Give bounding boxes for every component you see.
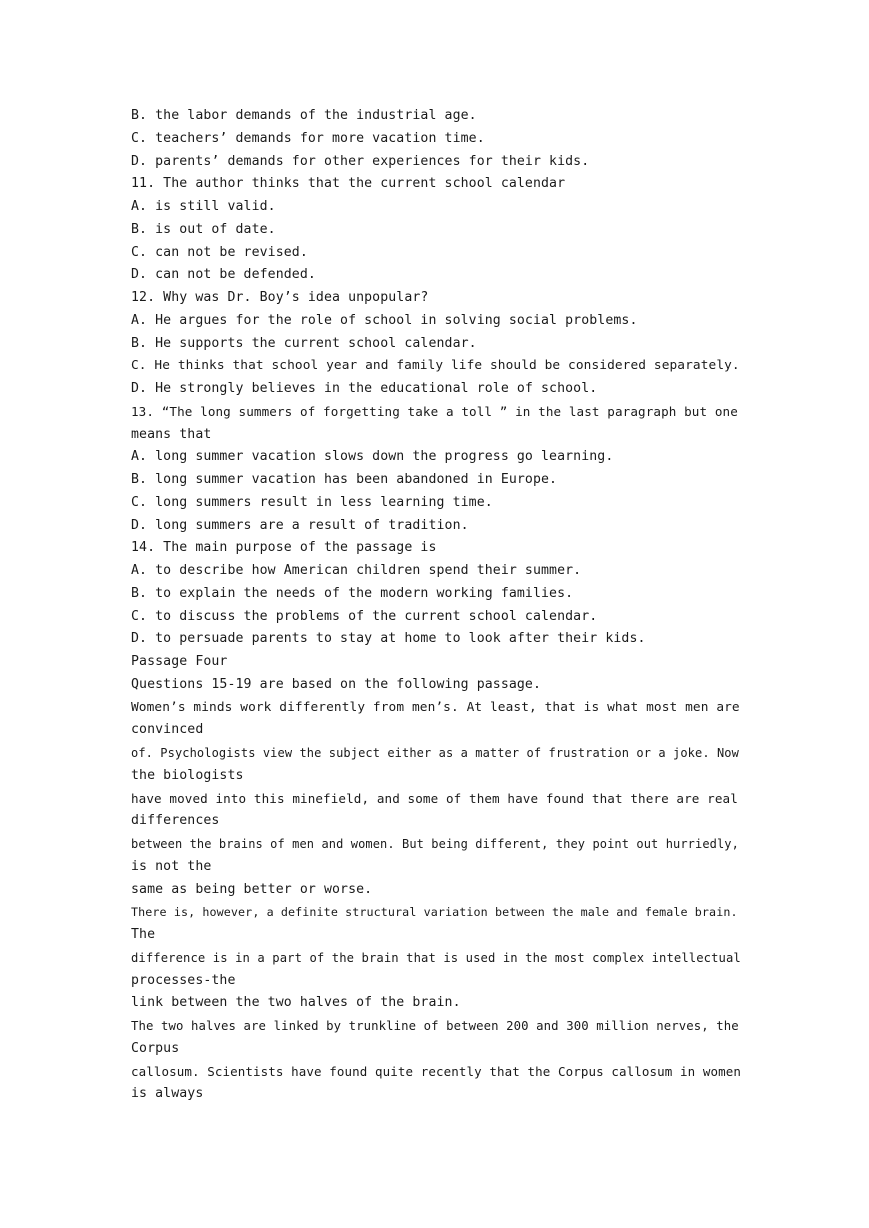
q14-option-a: A. to describe how American children spend their summer. xyxy=(131,563,582,578)
question-13: 13. “The long summers of forgetting take a toll ” in the last paragraph but one xyxy=(131,403,738,419)
passage-line: the biologists xyxy=(131,767,244,783)
passage-line: is always xyxy=(131,1086,204,1102)
q14-option-b: B. to explain the needs of the modern working families. xyxy=(131,585,574,601)
passage-line: Women’s minds work differently from men’s. At least, that is what most men are xyxy=(131,699,740,715)
question-14: 14. The main purpose of the passage is xyxy=(131,540,437,556)
passage-line: processes-the xyxy=(131,972,236,988)
passage-line: have moved into this minefield, and some of them have found that there are real xyxy=(131,790,738,806)
passage-line: link between the two halves of the brain. xyxy=(131,995,461,1011)
passage-heading: Passage Four xyxy=(131,654,228,669)
question-13-cont: means that xyxy=(131,426,212,442)
q11-option-b: B. is out of date. xyxy=(131,221,276,237)
passage-line: is not the xyxy=(131,858,212,874)
document-page xyxy=(131,105,741,1106)
q13-option-d: D. long summers are a result of tradition. xyxy=(131,517,469,533)
q12-option-d: D. He strongly believes in the educational role of school. xyxy=(131,381,598,396)
q14-option-c: C. to discuss the problems of the current school calendar. xyxy=(131,608,598,624)
passage-instructions: Questions 15-19 are based on the following passage. xyxy=(131,676,542,692)
option-d-parents: D. parents’ demands for other experiences for their kids. xyxy=(131,153,590,169)
q12-option-c: C. He thinks that school year and family life should be considered separately. xyxy=(131,358,740,374)
question-11: 11. The author thinks that the current school calendar xyxy=(131,176,566,192)
option-b-labor: B. the labor demands of the industrial age. xyxy=(131,108,477,123)
q11-option-d: D. can not be defended. xyxy=(131,267,316,283)
q12-option-a: A. He argues for the role of school in solving social problems. xyxy=(131,312,638,328)
passage-line: differences xyxy=(131,813,220,829)
q14-option-d: D. to persuade parents to stay at home to look after their kids. xyxy=(131,631,646,647)
passage-line: The xyxy=(131,927,156,942)
option-c-teachers: C. teachers’ demands for more vacation time. xyxy=(131,130,485,146)
passage-line: convinced xyxy=(131,722,204,738)
passage-line: of. Psychologists view the subject either as a matter of frustration or a joke. Now xyxy=(131,746,739,760)
passage-line: same as being better or worse. xyxy=(131,881,373,897)
passage-line: Corpus xyxy=(131,1040,180,1056)
q13-option-b: B. long summer vacation has been abandoned in Europe. xyxy=(131,472,558,487)
q12-option-b: B. He supports the current school calendar. xyxy=(131,335,477,351)
passage-line: difference is in a part of the brain that is used in the most complex intellectual xyxy=(131,950,741,965)
passage-line: There is, however, a definite structural variation between the male and female brain. xyxy=(131,905,738,920)
passage-line: callosum. Scientists have found quite recently that the Corpus callosum in women xyxy=(131,1063,741,1079)
question-12: 12. Why was Dr. Boy’s idea unpopular? xyxy=(131,290,429,305)
q13-option-a: A. long summer vacation slows down the progress go learning. xyxy=(131,449,614,465)
passage-line: between the brains of men and women. But being different, they point out hurriedly, xyxy=(131,837,739,851)
passage-line: The two halves are linked by trunkline of between 200 and 300 million nerves, the xyxy=(131,1019,739,1033)
q11-option-a: A. is still valid. xyxy=(131,199,276,214)
q11-option-c: C. can not be revised. xyxy=(131,244,308,260)
q13-option-c: C. long summers result in less learning time. xyxy=(131,494,493,510)
